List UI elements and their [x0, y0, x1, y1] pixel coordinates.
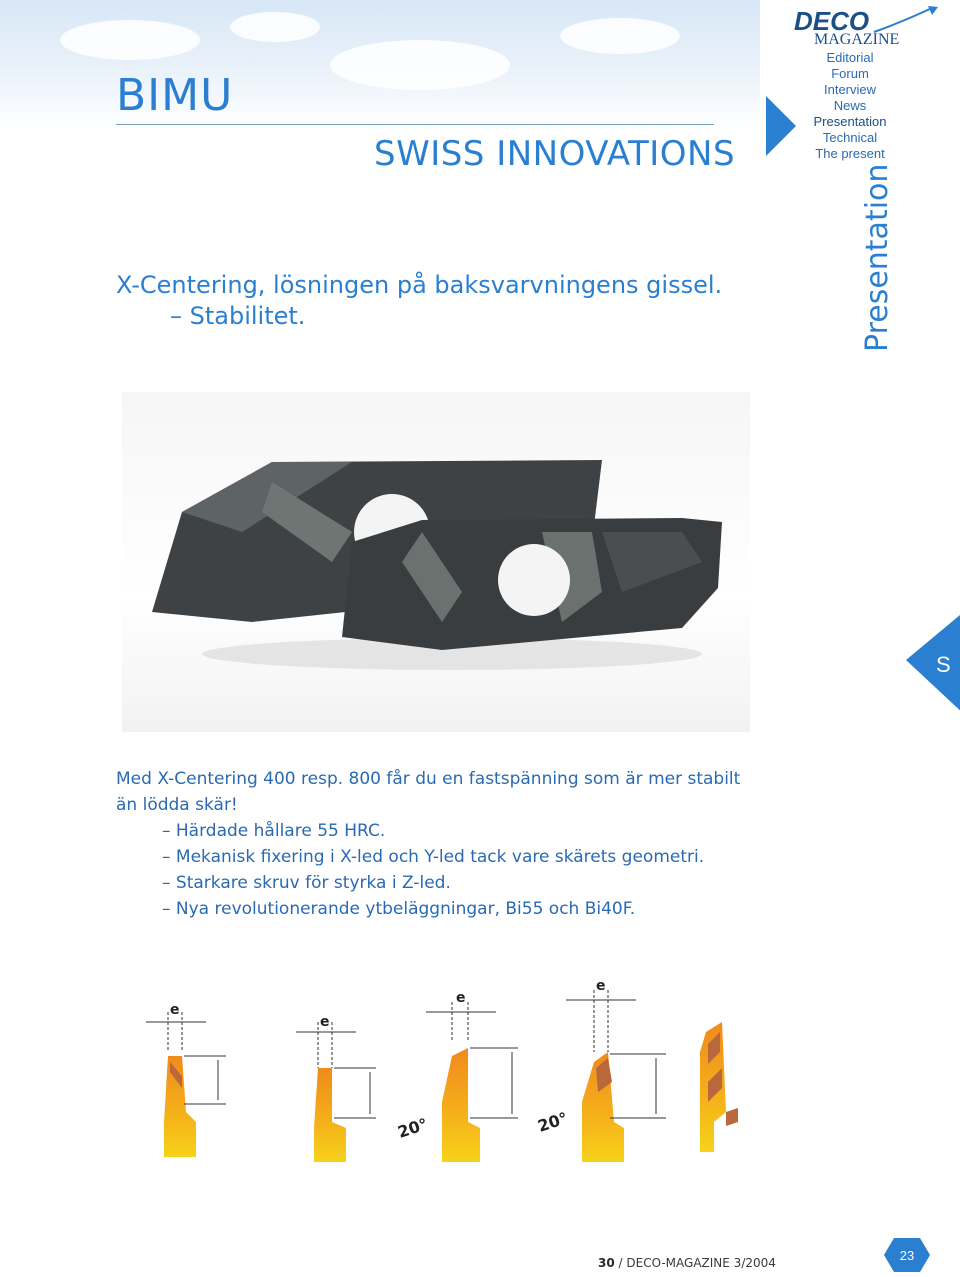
diagram-5: [700, 1022, 738, 1152]
section-tab-letter: S: [936, 652, 951, 677]
sky-banner: [0, 0, 760, 130]
brand-title: BIMU: [116, 70, 234, 121]
bullet-item: – Starkare skruv för styrka i Z-led.: [162, 873, 451, 893]
nav-item-presentation[interactable]: Presentation: [813, 114, 887, 129]
dim-label-e: e: [596, 978, 606, 994]
dim-label-e: e: [320, 1014, 330, 1030]
nav-item-news[interactable]: News: [833, 98, 867, 113]
page-badge-number: 23: [899, 1248, 915, 1263]
intro-line-2: – Stabilitet.: [170, 302, 306, 330]
front-insert: [342, 518, 722, 650]
nav-item-forum[interactable]: Forum: [831, 66, 869, 81]
angle-label: 20°: [535, 1108, 571, 1136]
vertical-section-title: Presentation: [860, 163, 895, 352]
angle-label: 20°: [395, 1114, 431, 1142]
intro-line-1: X-Centering, lösningen på baksvarvningens gissel.: [116, 271, 723, 299]
logo-text-deco: DECO: [794, 6, 870, 36]
insert-geometry-diagrams: [126, 972, 766, 1172]
footer-page-number: 30: [598, 1256, 615, 1270]
bullet-item: – Nya revolutionerande ytbeläggningar, Bi55 och Bi40F.: [162, 899, 636, 919]
logo-text-magazine: MAGAZINE: [814, 31, 900, 48]
insert-holders-photo: [122, 392, 750, 732]
body-paragraph-line: än lödda skär!: [116, 795, 238, 815]
logo-arrow-icon: [928, 6, 938, 15]
diagram-1: [146, 1002, 226, 1157]
diagram-3: [395, 990, 518, 1162]
diagram-2: [296, 1014, 376, 1162]
nav-item-editorial[interactable]: Editorial: [826, 50, 874, 65]
diagram-4: [535, 978, 666, 1162]
dim-label-e: e: [170, 1002, 180, 1018]
header-divider: [116, 124, 714, 125]
body-text: [116, 766, 796, 922]
logo-swoosh-icon: [874, 8, 932, 32]
headline: SWISS INNOVATIONS: [374, 134, 736, 174]
bullet-item: – Härdade hållare 55 HRC.: [162, 821, 386, 841]
nav-pointer-icon: [764, 96, 798, 156]
section-tab: [906, 610, 960, 716]
section-nav: [800, 50, 900, 162]
body-paragraph-line: Med X-Centering 400 resp. 800 får du en fastspänning som är mer stabilt: [116, 769, 741, 789]
page-badge: [884, 1238, 930, 1272]
nav-item-technical[interactable]: Technical: [822, 130, 878, 145]
bullet-item: – Mekanisk fixering i X-led och Y-led tack vare skärets geometri.: [162, 847, 705, 867]
footer-issue: / DECO-MAGAZINE 3/2004: [614, 1256, 776, 1270]
nav-item-the-present[interactable]: The present: [815, 146, 885, 161]
page-footer: [598, 1256, 776, 1270]
dim-label-e: e: [456, 990, 466, 1006]
intro-text: [116, 270, 722, 332]
nav-item-interview[interactable]: Interview: [823, 82, 877, 97]
deco-magazine-logo[interactable]: [792, 4, 942, 48]
